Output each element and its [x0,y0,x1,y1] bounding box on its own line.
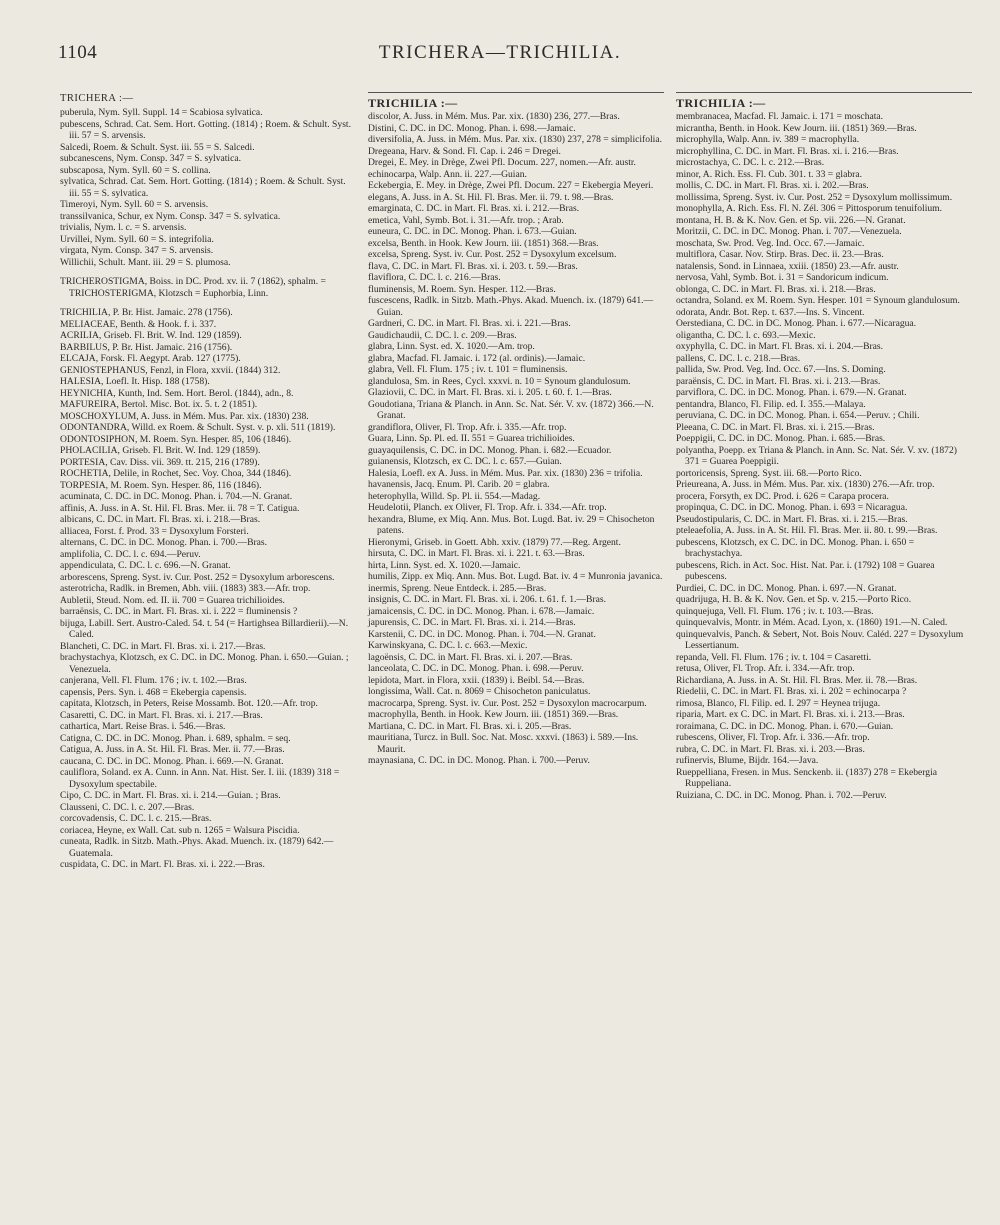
index-entry: peruviana, C. DC. in DC. Monog. Phan. i. 654.—Peruv. ; Chili. [676,410,920,421]
index-entry: TORPESIA, M. Roem. Syn. Hesper. 86, 116 (1846). [60,479,262,491]
block-gap [60,299,356,307]
index-entry: Dregeana, Harv. & Sond. Fl. Cap. i. 246 = Dregei. [368,145,561,157]
index-entry: glabra, Vell. Fl. Flum. 175 ; iv. t. 101 = fluminensis. [368,364,568,375]
index-entry: Hieronymi, Griseb. in Goett. Abh. xxiv. (1879) 77.—Reg. Argent. [368,536,621,548]
index-entry: multiflora, Casar. Nov. Stirp. Bras. Dec. ii. 23.—Bras. [676,249,884,260]
index-entry: monophylla, A. Rich. Ess. Fl. N. Zél. 306 = Pittosporum tenuifolium. [676,203,943,214]
index-entry: guayaquilensis, C. DC. in DC. Monog. Phan. i. 682.—Ecuador. [368,444,612,456]
index-entry: canjerana, Vell. Fl. Flum. 176 ; iv. t. 102.—Bras. [60,675,247,686]
index-entry: macrocarpa, Spreng. Syst. iv. Cur. Post. 252 = Dysoxylon macrocarpum. [368,697,647,709]
index-entry: emetica, Vahl, Symb. Bot. i. 31.—Afr. trop. ; Arab. [368,214,564,226]
index-entry: ELCAJA, Forsk. Fl. Aegypt. Arab. 127 (1775). [60,353,241,364]
index-entry: PORTESIA, Cav. Diss. vii. 369. tt. 215, 216 (1789). [60,456,260,468]
index-entry: macrophylla, Benth. in Hook. Kew Journ. iii. (1851) 369.—Bras. [368,709,619,720]
index-entry: japurensis, C. DC. in Mart. Fl. Bras. xi. i. 214.—Bras. [368,617,576,628]
index-entry: parviflora, C. DC. in DC. Monog. Phan. i. 679.—N. Granat. [676,387,907,398]
index-entry: Ruiziana, C. DC. in DC. Monog. Phan. i. 702.—Peruv. [676,789,887,801]
index-entry: Martiana, C. DC. in Mart. Fl. Bras. xi. i. 205.—Bras. [368,720,572,732]
index-entry: elegans, A. Juss. in A. St. Hil. Fl. Bras. Mer. ii. 79. t. 98.—Bras. [368,191,614,203]
index-entry: Rueppelliana, Fresen. in Mus. Senckenb. ii. (1837) 278 = Ekebergia Ruppeliana. [676,766,938,789]
index-entry: Cipo, C. DC. in Mart. Fl. Bras. xi. i. 214.—Guian. ; Bras. [60,790,281,801]
index-entry: mollis, C. DC. in Mart. Fl. Bras. xi. i. 202.—Bras. [676,180,869,191]
index-entry: excelsa, Benth. in Hook. Kew Journ. iii. (1851) 368.—Bras. [368,237,599,249]
index-entry: minor, A. Rich. Ess. Fl. Cub. 301. t. 33 = glabra. [676,168,862,180]
index-entry: trivialis, Nym. l. c. = S. arvensis. [60,222,187,233]
index-entry: rimosa, Blanco, Fl. Filip. ed. I. 297 = Heynea trijuga. [676,697,881,709]
index-entry: virgata, Nym. Consp. 347 = S. arvensis. [60,245,214,256]
index-entry: ODONTOSIPHON, M. Roem. Syn. Hesper. 85, 106 (1846). [60,433,292,445]
index-entry: pallida, Sw. Prod. Veg. Ind. Occ. 67.—Ins. S. Doming. [676,364,886,375]
index-entry: Dregei, E. Mey. in Drège, Zwei Pfl. Docum. 227, nomen.—Afr. austr. [368,157,636,168]
index-entry: insignis, C. DC. in Mart. Fl. Bras. xi. i. 206. t. 61. f. 1.—Bras. [368,594,606,605]
index-entry: natalensis, Sond. in Linnaea, xxiii. (1850) 23.—Afr. austr. [676,260,899,272]
index-entry: Blancheti, C. DC. in Mart. Fl. Bras. xi. i. 217.—Bras. [60,640,266,652]
index-entry: rufinervis, Blume, Bijdr. 164.—Java. [676,755,819,766]
index-entry: MELIACEAE, Benth. & Hook. f. i. 337. [60,318,217,330]
index-entry: brachystachya, Klotzsch, ex C. DC. in DC. Monog. Phan. i. 650.—Guian. ; Venezuela. [60,652,349,675]
index-entry: portoricensis, Spreng. Syst. iii. 68.—Porto Rico. [676,467,862,479]
index-entry: mollissima, Spreng. Syst. iv. Cur. Post. 252 = Dysoxylum mollissimum. [676,191,953,203]
index-entry: caucana, C. DC. in DC. Monog. Phan. i. 669.—N. Granat. [60,755,284,767]
index-entry: hirsuta, C. DC. in Mart. Fl. Bras. xi. i. 221. t. 63.—Bras. [368,548,585,559]
index-entry: humilis, Zipp. ex Miq. Ann. Mus. Bot. Lugd. Bat. iv. 4 = Munronia javanica. [368,571,663,582]
index-entry: barraënsis, C. DC. in Mart. Fl. Bras. xi. i. 222 = fluminensis ? [60,606,298,617]
index-entry: Eckebergia, E. Mey. in Drège, Zwei Pfl. Docum. 227 = Ekebergia Meyeri. [368,180,654,191]
column-top-rule [368,92,664,93]
index-entry: quadrijuga, H. B. & K. Nov. Gen. et Sp. v. 215.—Porto Rico. [676,594,912,605]
index-entry: capensis, Pers. Syn. i. 468 = Ekebergia capensis. [60,686,247,698]
index-entry: hirta, Linn. Syst. ed. X. 1020.—Jamaic. [368,559,521,571]
index-entry: fluminensis, M. Roem. Syn. Hesper. 112.—Bras. [368,283,556,295]
index-entry: glabra, Macfad. Fl. Jamaic. i. 172 (al. ordinis).—Jamaic. [368,352,586,364]
index-entry: oligantha, C. DC. l. c. 693.—Mexic. [676,329,816,341]
index-entry: transsilvanica, Schur, ex Nym. Consp. 347 = S. sylvatica. [60,210,281,222]
index-entry: MAFUREIRA, Bertol. Misc. Bot. ix. 5. t. 2 (1851). [60,399,258,410]
index-entry: Purdiei, C. DC. in DC. Monog. Phan. i. 697.—N. Granat. [676,582,897,594]
index-entry: flaviflora, C. DC. l. c. 216.—Bras. [368,272,501,283]
index-entry: Glaziovii, C. DC. in Mart. Fl. Bras. xi. i. 205. t. 60. f. 1.—Bras. [368,387,612,398]
index-entry: rubra, C. DC. in Mart. Fl. Bras. xi. i. 203.—Bras. [676,743,865,755]
index-entry: guianensis, Klotzsch, ex C. DC. l. c. 657.—Guian. [368,456,562,467]
index-entry: capitata, Klotzsch, in Peters, Reise Mossamb. Bot. 120.—Afr. trop. [60,698,318,709]
index-entry: Heudelotii, Planch. ex Oliver, Fl. Trop. Afr. i. 334.—Afr. trop. [368,502,607,513]
index-entry: microphylla, Walp. Ann. iv. 389 = macrophylla. [676,134,860,145]
index-entry: coriacea, Heyne, ex Wall. Cat. sub n. 1265 = Walsura Piscidia. [60,824,300,836]
index-entry: TRICHILIA, P. Br. Hist. Jamaic. 278 (1756). [60,307,233,318]
index-entry: odorata, Andr. Bot. Rep. t. 637.—Ins. S. Vincent. [676,306,865,318]
block-gap [60,268,356,276]
index-entry: GENIOSTEPHANUS, Fenzl, in Flora, xxvii. (1844) 312. [60,364,281,376]
index-entry: Aubletii, Steud. Nom. ed. II. ii. 700 = Guarea trichilioides. [60,594,285,606]
index-entry: Oerstediana, C. DC. in DC. Monog. Phan. i. 677.—Nicaragua. [676,318,917,329]
column-heading: TRICHILIA :— [368,96,458,110]
index-entry: paraënsis, C. DC. in Mart. Fl. Bras. xi. i. 213.—Bras. [676,375,881,387]
index-entry: alternans, C. DC. in DC. Monog. Phan. i. 700.—Bras. [60,537,268,548]
index-entry: HALESIA, Loefl. It. Hisp. 188 (1758). [60,376,210,387]
index-entry: euneura, C. DC. in DC. Monog. Phan. i. 673.—Guian. [368,226,577,237]
index-entry: retusa, Oliver, Fl. Trop. Afr. i. 334.—Afr. trop. [676,663,855,674]
index-entry: discolor, A. Juss. in Mém. Mus. Par. xix. (1830) 236, 277.—Bras. [368,111,620,122]
index-entry: Guara, Linn. Sp. Pl. ed. II. 551 = Guarea trichilioides. [368,433,575,444]
index-entry: Poeppigii, C. DC. in DC. Monog. Phan. i. 685.—Bras. [676,433,886,444]
index-entry: Halesia, Loefl. ex A. Juss. in Mém. Mus. Par. xix. (1830) 236 = trifolia. [368,467,643,479]
index-entry: subcanescens, Nym. Consp. 347 = S. sylvatica. [60,153,242,164]
index-entry: HEYNICHIA, Kunth, Ind. Sem. Hort. Berol. (1844), adn., 8. [60,387,294,399]
index-entry: Urvillei, Nym. Syll. 60 = S. integrifolia. [60,233,214,245]
index-entry: repanda, Vell. Fl. Flum. 176 ; iv. t. 104 = Casaretti. [676,651,872,663]
index-entry: riparia, Mart. ex C. DC. in Mart. Fl. Bras. xi. i. 213.—Bras. [676,709,905,720]
index-entry: pentandra, Blanco, Fl. Filip. ed. I. 355.—Malaya. [676,398,866,410]
column-3 [676,92,972,801]
index-entry: pubescens, Schrad. Cat. Sem. Hort. Gotting. (1814) ; Roem. & Schult. Syst. iii. 57 = S. arvensis. [60,118,351,141]
index-entry: mauritiana, Turcz. in Bull. Soc. Nat. Mosc. xxxvi. (1863) i. 589.—Ins. Maurit. [368,732,639,755]
index-entry: Karwinskyana, C. DC. l. c. 663.—Mexic. [368,640,528,651]
index-entry: heterophylla, Willd. Sp. Pl. ii. 554.—Madag. [368,490,541,502]
index-entry: diversifolia, A. Juss. in Mém. Mus. Par. xix. (1830) 237, 278 = simplicifolia. [368,134,663,145]
index-entry: procera, Forsyth, ex DC. Prod. i. 626 = Carapa procera. [676,490,889,502]
index-entry: cauliflora, Soland. ex A. Cunn. in Ann. Nat. Hist. Ser. I. iii. (1839) 318 = Dysoxylum spectabile. [60,767,340,790]
index-entry: subscaposa, Nym. Syll. 60 = S. collina. [60,164,211,176]
index-entry: affinis, A. Juss. in A. St. Hil. Fl. Bras. Mer. ii. 78 = T. Catigua. [60,502,300,514]
column-2 [368,92,664,767]
index-entry: lanceolata, C. DC. in DC. Monog. Phan. i. 698.—Peruv. [368,663,584,674]
index-entry: propinqua, C. DC. in DC. Monog. Phan. i. 693 = Nicaragua. [676,502,908,513]
index-entry: arborescens, Spreng. Syst. iv. Cur. Post. 252 = Dysoxylum arborescens. [60,571,335,583]
index-entry: oxyphylla, C. DC. in Mart. Fl. Bras. xi. i. 204.—Bras. [676,341,884,352]
index-entry: Karstenii, C. DC. in DC. Monog. Phan. i. 704.—N. Granat. [368,628,596,640]
index-entry: pubescens, Rich. in Act. Soc. Hist. Nat. Par. i. (1792) 108 = Guarea pubescens. [676,559,935,582]
column-top-rule [676,92,972,93]
index-entry: Timeroyi, Nym. Syll. 60 = S. arvensis. [60,199,209,210]
index-entry: bijuga, Labill. Sert. Austro-Caled. 54. t. 54 (= Hartighsea Billardierii).—N. Caled. [60,617,349,640]
index-entry: excelsa, Spreng. Syst. iv. Cur. Post. 252 = Dysoxylum excelsum. [368,249,617,260]
index-entry: PHOLACILIA, Griseb. Fl. Brit. W. Ind. 129 (1859). [60,445,261,456]
index-entry: polyantha, Poepp. ex Triana & Planch. in Ann. Sc. Nat. Sér. V. xv. (1872) 371 = Guarea Poeppigii. [676,444,957,467]
index-entry: Riedelii, C. DC. in Mart. Fl. Bras. xi. i. 202 = echinocarpa ? [676,686,907,697]
index-entry: glandulosa, Sm. in Rees, Cycl. xxxvi. n. 10 = Synoum glandulosum. [368,375,631,387]
index-entry: MOSCHOXYLUM, A. Juss. in Mém. Mus. Par. xix. (1830) 238. [60,410,309,422]
index-entry: lepidota, Mart. in Flora, xxii. (1839) i. Beibl. 54.—Bras. [368,674,585,686]
index-entry: roraimana, C. DC. in DC. Monog. Phan. i. 670.—Guian. [676,720,894,732]
index-entry: puberula, Nym. Syll. Suppl. 14 = Scabiosa sylvatica. [60,107,263,118]
index-entry: Moritzii, C. DC. in DC. Monog. Phan. i. 707.—Venezuela. [676,226,902,237]
page-number: 1104 [58,42,98,63]
index-entry: moschata, Sw. Prod. Veg. Ind. Occ. 67.—Jamaic. [676,237,865,249]
index-entry: echinocarpa, Walp. Ann. ii. 227.—Guian. [368,168,527,180]
index-entry: membranacea, Macfad. Fl. Jamaic. i. 171 = moschata. [676,111,884,122]
column-heading: TRICHILIA :— [676,96,766,110]
index-entry: cuneata, Radlk. in Sitzb. Math.-Phys. Akad. Muench. ix. (1879) 642.—Guatemala. [60,836,334,859]
index-entry: octandra, Soland. ex M. Roem. Syn. Hesper. 101 = Synoum glandulosum. [676,295,960,306]
index-entry: acuminata, C. DC. in DC. Monog. Phan. i. 704.—N. Granat. [60,491,293,502]
index-entry: glabra, Linn. Syst. ed. X. 1020.—Am. trop. [368,341,535,352]
index-entry: ACRILIA, Griseb. Fl. Brit. W. Ind. 129 (1859). [60,330,242,341]
index-entry: appendiculata, C. DC. l. c. 696.—N. Granat. [60,560,231,571]
index-entry: corcovadensis, C. DC. l. c. 215.—Bras. [60,813,212,824]
index-entry: albicans, C. DC. in Mart. Fl. Bras. xi. i. 218.—Bras. [60,514,261,525]
index-entry: ODONTANDRA, Willd. ex Roem. & Schult. Syst. v. p. xli. 511 (1819). [60,422,336,433]
index-entry: Distini, C. DC. in DC. Monog. Phan. i. 698.—Jamaic. [368,122,576,134]
index-entry: pallens, C. DC. l. c. 218.—Bras. [676,352,801,364]
index-entry: pteleaefolia, A. Juss. in A. St. Hil. Fl. Bras. Mer. ii. 80. t. 99.—Bras. [676,525,938,536]
index-entry: Casaretti, C. DC. in Mart. Fl. Bras. xi. i. 217.—Bras. [60,709,263,721]
index-entry: BARBILUS, P. Br. Hist. Jamaic. 216 (1756). [60,341,233,353]
index-entry: quinquevalvis, Montr. in Mém. Acad. Lyon, x. (1860) 191.—N. Caled. [676,617,948,628]
column-heading: TRICHERA :— [60,93,134,104]
index-entry: microstachya, C. DC. l. c. 212.—Bras. [676,157,825,168]
index-entry: havanensis, Jacq. Enum. Pl. Carib. 20 = glabra. [368,479,550,490]
column-1 [60,92,356,871]
index-entry: Richardiana, A. Juss. in A. St. Hil. Fl. Bras. Mer. ii. 78.—Bras. [676,674,918,686]
index-entry: pubescens, Klotzsch, ex C. DC. in DC. Monog. Phan. i. 650 = brachystachya. [676,536,915,559]
index-entry: Goudotiana, Triana & Planch. in Ann. Sc. Nat. Sér. V. xv. (1872) 366.—N. Granat. [368,398,654,421]
index-entry: sylvatica, Schrad. Cat. Sem. Hort. Gotting. (1814) ; Roem. & Schult. Syst. iii. 55 = S. sylvatica. [60,176,346,199]
index-entry: microphyllina, C. DC. in Mart. Fl. Bras. xi. i. 216.—Bras. [676,145,899,157]
index-entry: longissima, Wall. Cat. n. 8069 = Chisocheton paniculatus. [368,686,591,697]
index-entry: fuscescens, Radlk. in Sitzb. Math.-Phys. Akad. Muench. ix. (1879) 641.—Guian. [368,295,654,318]
index-entry: nervosa, Vahl, Symb. Bot. i. 31 = Sandoricum indicum. [676,272,889,283]
running-head: TRICHERA—TRICHILIA. [378,42,622,63]
index-entry: asterotricha, Radlk. in Bremen, Abh. viii. (1883) 383.—Afr. trop. [60,583,311,594]
index-entry: Willichii, Schult. Mant. iii. 29 = S. plumosa. [60,256,231,268]
index-entry: oblonga, C. DC. in Mart. Fl. Bras. xi. i. 218.—Bras. [676,283,876,295]
index-entry: amplifolia, C. DC. l. c. 694.—Peruv. [60,548,201,560]
index-entry: jamaicensis, C. DC. in DC. Monog. Phan. i. 678.—Jamaic. [368,605,595,617]
index-entry: ROCHETIA, Delile, in Rochet, Sec. Voy. Choa, 344 (1846). [60,468,292,479]
index-entry: Pseudostipularis, C. DC. in Mart. Fl. Bras. xi. i. 215.—Bras. [676,513,908,525]
index-entry: Gaudichaudii, C. DC. l. c. 209.—Bras. [368,329,517,341]
index-entry: flava, C. DC. in Mart. Fl. Bras. xi. i. 203. t. 59.—Bras. [368,260,578,272]
index-entry: Gardneri, C. DC. in Mart. Fl. Bras. xi. i. 221.—Bras. [368,318,571,329]
index-entry: grandiflora, Oliver, Fl. Trop. Afr. i. 335.—Afr. trop. [368,421,567,433]
index-entry: alliacea, Forst. f. Prod. 33 = Dysoxylum Forsteri. [60,525,249,537]
index-entry: inermis, Spreng. Neue Entdeck. i. 285.—Bras. [368,582,547,594]
index-entry: emarginata, C. DC. in Mart. Fl. Bras. xi. i. 212.—Bras. [368,203,580,214]
index-entry: Salcedi, Roem. & Schult. Syst. iii. 55 = S. Salcedi. [60,141,255,153]
index-entry: rubescens, Oliver, Fl. Trop. Afr. i. 336.—Afr. trop. [676,732,870,743]
index-entry: Prieureana, A. Juss. in Mém. Mus. Par. xix. (1830) 276.—Afr. trop. [676,479,935,490]
index-entry: hexandra, Blume, ex Miq. Ann. Mus. Bot. Lugd. Bat. iv. 29 = Chisocheton patens. [368,513,655,536]
index-entry: cathartica, Mart. Reise Bras. i. 546.—Bras. [60,721,226,732]
index-entry: Catigna, C. DC. in DC. Monog. Phan. i. 689, sphalm. = seq. [60,732,291,744]
index-entry: lagoënsis, C. DC. in Mart. Fl. Bras. xi. i. 207.—Bras. [368,651,573,663]
index-entry: Catigua, A. Juss. in A. St. Hil. Fl. Bras. Mer. ii. 77.—Bras. [60,744,285,755]
index-entry: montana, H. B. & K. Nov. Gen. et Sp. vii. 226.—N. Granat. [676,214,906,226]
index-entry: TRICHEROSTIGMA, Boiss. in DC. Prod. xv. ii. 7 (1862), sphalm. = TRICHOSTERIGMA, Klotzsch = Euphorbia, Linn. [60,276,326,299]
index-entry: quinquevalvis, Panch. & Sebert, Not. Bois Nouv. Caléd. 227 = Dysoxylum Lessertianum. [676,628,964,651]
index-entry: quinquejuga, Vell. Fl. Flum. 176 ; iv. t. 103.—Bras. [676,605,874,617]
index-entry: cuspidata, C. DC. in Mart. Fl. Bras. xi. i. 222.—Bras. [60,859,265,870]
index-entry: maynasiana, C. DC. in DC. Monog. Phan. i. 700.—Peruv. [368,755,590,766]
index-entry: micrantha, Benth. in Hook. Kew Journ. iii. (1851) 369.—Bras. [676,122,917,134]
index-entry: Clausseni, C. DC. l. c. 207.—Bras. [60,801,195,813]
index-entry: Pleeana, C. DC. in Mart. Fl. Bras. xi. i. 215.—Bras. [676,421,875,433]
